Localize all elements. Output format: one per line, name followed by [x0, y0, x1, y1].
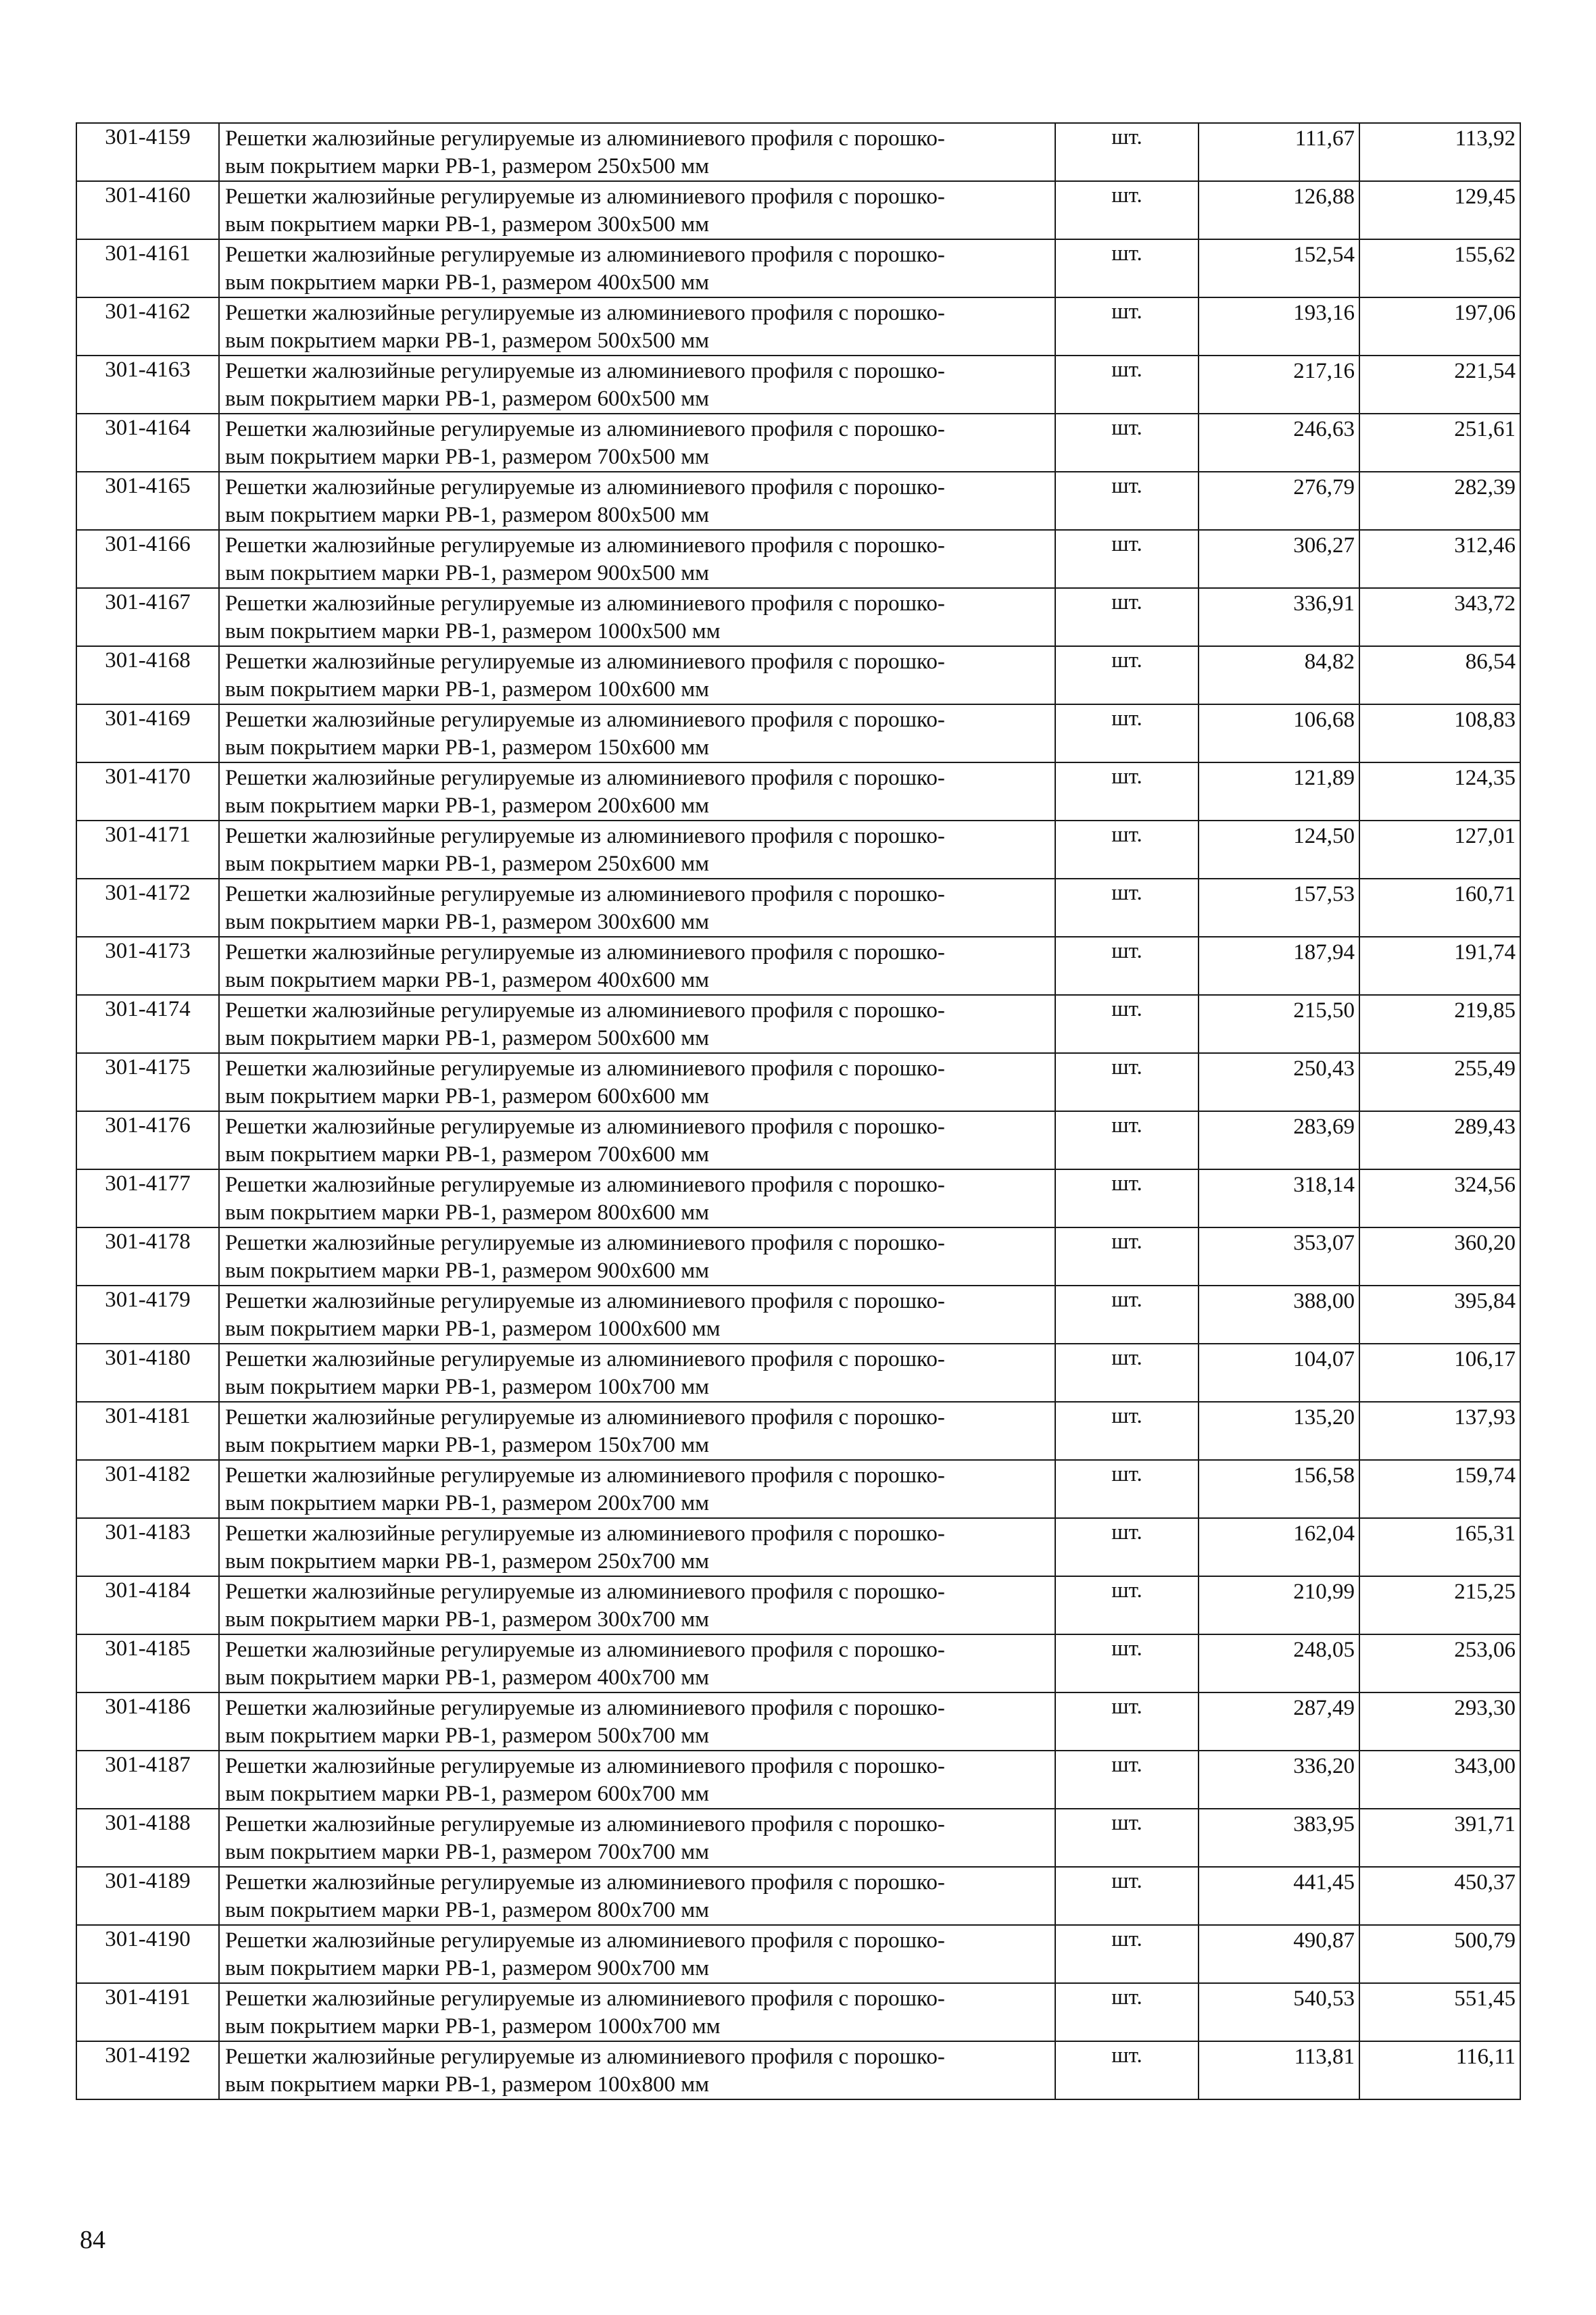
- item-price-1: 318,14: [1199, 1169, 1359, 1227]
- item-price-2: 155,62: [1359, 239, 1520, 297]
- description-line-2: вым покрытием марки РВ-1, размером 250x600 мм: [225, 852, 709, 876]
- table-row: [76, 1111, 1520, 1169]
- item-description: [219, 2041, 1055, 2099]
- item-unit: шт.: [1055, 1111, 1199, 1169]
- item-code: 301-4188: [76, 1809, 219, 1867]
- description-line-1: Решетки жалюзийные регулируемые из алюминиевого профиля с порошко-: [225, 1405, 945, 1430]
- item-price-1: 135,20: [1199, 1402, 1359, 1460]
- item-code: 301-4159: [76, 123, 219, 181]
- item-code: 301-4190: [76, 1925, 219, 1983]
- item-unit: шт.: [1055, 1925, 1199, 1983]
- description-line-1: Решетки жалюзийные регулируемые из алюминиевого профиля с порошко-: [225, 940, 945, 965]
- item-code: 301-4164: [76, 414, 219, 472]
- description-line-2: вым покрытием марки РВ-1, размером 900x500 мм: [225, 561, 709, 585]
- item-price-2: 106,17: [1359, 1344, 1520, 1402]
- item-description: [219, 1518, 1055, 1576]
- item-description: [219, 1053, 1055, 1111]
- item-price-2: 253,06: [1359, 1634, 1520, 1692]
- item-price-1: 215,50: [1199, 995, 1359, 1053]
- description-line-2: вым покрытием марки РВ-1, размером 600x500 мм: [225, 387, 709, 411]
- description-line-1: Решетки жалюзийные регулируемые из алюминиевого профиля с порошко-: [225, 1812, 945, 1836]
- item-price-2: 289,43: [1359, 1111, 1520, 1169]
- table-row: [76, 588, 1520, 646]
- item-unit: шт.: [1055, 297, 1199, 356]
- item-price-2: 116,11: [1359, 2041, 1520, 2099]
- item-price-2: 191,74: [1359, 937, 1520, 995]
- item-price-2: 197,06: [1359, 297, 1520, 356]
- table-row: [76, 1402, 1520, 1460]
- item-unit: шт.: [1055, 1344, 1199, 1402]
- item-unit: шт.: [1055, 1692, 1199, 1751]
- item-price-2: 360,20: [1359, 1227, 1520, 1286]
- table-row: [76, 1751, 1520, 1809]
- item-price-2: 160,71: [1359, 879, 1520, 937]
- item-description: [219, 356, 1055, 414]
- item-price-1: 156,58: [1199, 1460, 1359, 1518]
- item-code: 301-4165: [76, 472, 219, 530]
- description-line-1: Решетки жалюзийные регулируемые из алюминиевого профиля с порошко-: [225, 650, 945, 674]
- item-price-1: 104,07: [1199, 1344, 1359, 1402]
- item-price-2: 215,25: [1359, 1576, 1520, 1634]
- table-row: [76, 1576, 1520, 1634]
- item-description: [219, 1576, 1055, 1634]
- description-line-2: вым покрытием марки РВ-1, размером 100x600 мм: [225, 677, 709, 702]
- item-price-2: 343,00: [1359, 1751, 1520, 1809]
- item-price-1: 124,50: [1199, 821, 1359, 879]
- description-line-1: Решетки жалюзийные регулируемые из алюминиевого профиля с порошко-: [225, 359, 945, 383]
- description-line-2: вым покрытием марки РВ-1, размером 800x700 мм: [225, 1898, 709, 1922]
- item-description: [219, 1925, 1055, 1983]
- item-code: 301-4177: [76, 1169, 219, 1227]
- description-line-1: Решетки жалюзийные регулируемые из алюминиевого профиля с порошко-: [225, 1173, 945, 1197]
- item-description: [219, 1460, 1055, 1518]
- item-price-2: 293,30: [1359, 1692, 1520, 1751]
- item-unit: шт.: [1055, 762, 1199, 821]
- description-line-2: вым покрытием марки РВ-1, размером 250x700 мм: [225, 1549, 709, 1574]
- item-unit: шт.: [1055, 821, 1199, 879]
- item-price-1: 106,68: [1199, 704, 1359, 762]
- item-code: 301-4187: [76, 1751, 219, 1809]
- item-price-1: 210,99: [1199, 1576, 1359, 1634]
- item-code: 301-4168: [76, 646, 219, 704]
- description-line-2: вым покрытием марки РВ-1, размером 900x700 мм: [225, 1956, 709, 1980]
- item-unit: шт.: [1055, 1053, 1199, 1111]
- item-code: 301-4163: [76, 356, 219, 414]
- item-code: 301-4179: [76, 1286, 219, 1344]
- table-body: [76, 123, 1520, 2099]
- item-price-1: 126,88: [1199, 181, 1359, 239]
- item-code: 301-4181: [76, 1402, 219, 1460]
- item-description: [219, 530, 1055, 588]
- description-line-2: вым покрытием марки РВ-1, размером 150x700 мм: [225, 1433, 709, 1457]
- description-line-1: Решетки жалюзийные регулируемые из алюминиевого профиля с порошко-: [225, 1521, 945, 1546]
- item-description: [219, 995, 1055, 1053]
- item-code: 301-4178: [76, 1227, 219, 1286]
- item-code: 301-4162: [76, 297, 219, 356]
- item-description: [219, 239, 1055, 297]
- item-unit: шт.: [1055, 1169, 1199, 1227]
- item-unit: шт.: [1055, 1402, 1199, 1460]
- table-row: [76, 704, 1520, 762]
- table-row: [76, 995, 1520, 1053]
- item-unit: шт.: [1055, 472, 1199, 530]
- table-row: [76, 2041, 1520, 2099]
- description-line-1: Решетки жалюзийные регулируемые из алюминиевого профиля с порошко-: [225, 1463, 945, 1488]
- description-line-1: Решетки жалюзийные регулируемые из алюминиевого профиля с порошко-: [225, 591, 945, 616]
- item-code: 301-4184: [76, 1576, 219, 1634]
- item-description: [219, 1402, 1055, 1460]
- item-description: [219, 879, 1055, 937]
- item-code: 301-4160: [76, 181, 219, 239]
- item-description: [219, 1692, 1055, 1751]
- description-line-1: Решетки жалюзийные регулируемые из алюминиевого профиля с порошко-: [225, 1115, 945, 1139]
- item-description: [219, 123, 1055, 181]
- item-code: 301-4189: [76, 1867, 219, 1925]
- item-price-2: 395,84: [1359, 1286, 1520, 1344]
- description-line-1: Решетки жалюзийные регулируемые из алюминиевого профиля с порошко-: [225, 243, 945, 267]
- table-row: [76, 414, 1520, 472]
- description-line-1: Решетки жалюзийные регулируемые из алюминиевого профиля с порошко-: [225, 1347, 945, 1371]
- item-code: 301-4174: [76, 995, 219, 1053]
- table-row: [76, 1227, 1520, 1286]
- item-price-1: 540,53: [1199, 1983, 1359, 2041]
- description-line-2: вым покрытием марки РВ-1, размером 1000x500 мм: [225, 619, 721, 643]
- item-code: 301-4180: [76, 1344, 219, 1402]
- description-line-2: вым покрытием марки РВ-1, размером 800x600 мм: [225, 1200, 709, 1225]
- item-description: [219, 1751, 1055, 1809]
- item-unit: шт.: [1055, 1576, 1199, 1634]
- description-line-2: вым покрытием марки РВ-1, размером 700x500 мм: [225, 445, 709, 469]
- description-line-1: Решетки жалюзийные регулируемые из алюминиевого профиля с порошко-: [225, 1987, 945, 2011]
- description-line-1: Решетки жалюзийные регулируемые из алюминиевого профиля с порошко-: [225, 1638, 945, 1662]
- item-unit: шт.: [1055, 1460, 1199, 1518]
- item-description: [219, 1809, 1055, 1867]
- item-description: [219, 821, 1055, 879]
- item-unit: шт.: [1055, 414, 1199, 472]
- description-line-2: вым покрытием марки РВ-1, размером 150x600 мм: [225, 735, 709, 760]
- item-price-2: 137,93: [1359, 1402, 1520, 1460]
- description-line-1: Решетки жалюзийные регулируемые из алюминиевого профиля с порошко-: [225, 475, 945, 499]
- table-row: [76, 1460, 1520, 1518]
- table-row: [76, 1634, 1520, 1692]
- table-row: [76, 1169, 1520, 1227]
- item-code: 301-4192: [76, 2041, 219, 2099]
- table-row: [76, 181, 1520, 239]
- item-price-2: 251,61: [1359, 414, 1520, 472]
- item-price-2: 391,71: [1359, 1809, 1520, 1867]
- item-unit: шт.: [1055, 588, 1199, 646]
- item-code: 301-4175: [76, 1053, 219, 1111]
- description-line-2: вым покрытием марки РВ-1, размером 400x500 мм: [225, 270, 709, 295]
- item-price-1: 287,49: [1199, 1692, 1359, 1751]
- item-code: 301-4186: [76, 1692, 219, 1751]
- item-unit: шт.: [1055, 1809, 1199, 1867]
- price-table: [76, 122, 1521, 2100]
- table-row: [76, 1053, 1520, 1111]
- table-row: [76, 1692, 1520, 1751]
- item-price-2: 159,74: [1359, 1460, 1520, 1518]
- item-price-2: 324,56: [1359, 1169, 1520, 1227]
- item-price-1: 306,27: [1199, 530, 1359, 588]
- description-line-2: вым покрытием марки РВ-1, размером 400x700 мм: [225, 1665, 709, 1690]
- table-row: [76, 1809, 1520, 1867]
- item-unit: шт.: [1055, 995, 1199, 1053]
- description-line-1: Решетки жалюзийные регулируемые из алюминиевого профиля с порошко-: [225, 708, 945, 732]
- item-code: 301-4191: [76, 1983, 219, 2041]
- item-description: [219, 1983, 1055, 2041]
- item-code: 301-4172: [76, 879, 219, 937]
- item-price-2: 450,37: [1359, 1867, 1520, 1925]
- item-unit: шт.: [1055, 1518, 1199, 1576]
- item-unit: шт.: [1055, 704, 1199, 762]
- item-description: [219, 1169, 1055, 1227]
- table-row: [76, 646, 1520, 704]
- table-row: [76, 1925, 1520, 1983]
- item-unit: шт.: [1055, 2041, 1199, 2099]
- item-price-1: 383,95: [1199, 1809, 1359, 1867]
- item-price-1: 193,16: [1199, 297, 1359, 356]
- item-description: [219, 1286, 1055, 1344]
- item-description: [219, 414, 1055, 472]
- item-unit: шт.: [1055, 1286, 1199, 1344]
- description-line-1: Решетки жалюзийные регулируемые из алюминиевого профиля с порошко-: [225, 1696, 945, 1720]
- table-row: [76, 1286, 1520, 1344]
- description-line-1: Решетки жалюзийные регулируемые из алюминиевого профиля с порошко-: [225, 1754, 945, 1778]
- description-line-2: вым покрытием марки РВ-1, размером 100x700 мм: [225, 1375, 709, 1399]
- item-price-2: 86,54: [1359, 646, 1520, 704]
- item-description: [219, 181, 1055, 239]
- item-price-1: 250,43: [1199, 1053, 1359, 1111]
- item-code: 301-4185: [76, 1634, 219, 1692]
- table-row: [76, 1867, 1520, 1925]
- description-line-2: вым покрытием марки РВ-1, размером 700x700 мм: [225, 1840, 709, 1864]
- description-line-2: вым покрытием марки РВ-1, размером 300x600 мм: [225, 910, 709, 934]
- item-description: [219, 472, 1055, 530]
- description-line-2: вым покрытием марки РВ-1, размером 400x600 мм: [225, 968, 709, 992]
- table-row: [76, 937, 1520, 995]
- item-price-2: 343,72: [1359, 588, 1520, 646]
- item-description: [219, 1111, 1055, 1169]
- item-unit: шт.: [1055, 1634, 1199, 1692]
- item-price-1: 157,53: [1199, 879, 1359, 937]
- item-price-1: 217,16: [1199, 356, 1359, 414]
- item-code: 301-4166: [76, 530, 219, 588]
- item-unit: шт.: [1055, 1227, 1199, 1286]
- description-line-2: вым покрытием марки РВ-1, размером 500x500 мм: [225, 328, 709, 353]
- item-code: 301-4169: [76, 704, 219, 762]
- table-row: [76, 239, 1520, 297]
- description-line-2: вым покрытием марки РВ-1, размером 1000x600 мм: [225, 1317, 721, 1341]
- item-unit: шт.: [1055, 646, 1199, 704]
- item-code: 301-4176: [76, 1111, 219, 1169]
- item-price-1: 276,79: [1199, 472, 1359, 530]
- item-price-1: 152,54: [1199, 239, 1359, 297]
- description-line-2: вым покрытием марки РВ-1, размером 300x700 мм: [225, 1607, 709, 1632]
- item-price-2: 129,45: [1359, 181, 1520, 239]
- description-line-1: Решетки жалюзийные регулируемые из алюминиевого профиля с порошко-: [225, 1580, 945, 1604]
- item-price-1: 441,45: [1199, 1867, 1359, 1925]
- item-price-1: 162,04: [1199, 1518, 1359, 1576]
- item-description: [219, 588, 1055, 646]
- item-unit: шт.: [1055, 181, 1199, 239]
- item-code: 301-4161: [76, 239, 219, 297]
- item-price-2: 282,39: [1359, 472, 1520, 530]
- item-unit: шт.: [1055, 1751, 1199, 1809]
- item-price-2: 108,83: [1359, 704, 1520, 762]
- description-line-2: вым покрытием марки РВ-1, размером 300x500 мм: [225, 212, 709, 237]
- item-price-2: 124,35: [1359, 762, 1520, 821]
- table-row: [76, 1344, 1520, 1402]
- item-price-2: 127,01: [1359, 821, 1520, 879]
- item-unit: шт.: [1055, 1867, 1199, 1925]
- item-unit: шт.: [1055, 937, 1199, 995]
- item-code: 301-4182: [76, 1460, 219, 1518]
- item-description: [219, 1634, 1055, 1692]
- description-line-2: вым покрытием марки РВ-1, размером 500x600 мм: [225, 1026, 709, 1050]
- item-unit: шт.: [1055, 356, 1199, 414]
- description-line-1: Решетки жалюзийные регулируемые из алюминиевого профиля с порошко-: [225, 1870, 945, 1895]
- item-unit: шт.: [1055, 530, 1199, 588]
- table-row: [76, 297, 1520, 356]
- item-price-2: 312,46: [1359, 530, 1520, 588]
- item-price-2: 500,79: [1359, 1925, 1520, 1983]
- item-code: 301-4183: [76, 1518, 219, 1576]
- description-line-2: вым покрытием марки РВ-1, размером 200x700 мм: [225, 1491, 709, 1515]
- item-price-1: 283,69: [1199, 1111, 1359, 1169]
- item-price-1: 113,81: [1199, 2041, 1359, 2099]
- description-line-2: вым покрытием марки РВ-1, размером 500x700 мм: [225, 1724, 709, 1748]
- description-line-2: вым покрытием марки РВ-1, размером 100x800 мм: [225, 2072, 709, 2097]
- item-description: [219, 1227, 1055, 1286]
- description-line-2: вым покрытием марки РВ-1, размером 1000x700 мм: [225, 2014, 721, 2039]
- item-price-1: 187,94: [1199, 937, 1359, 995]
- item-code: 301-4171: [76, 821, 219, 879]
- item-code: 301-4170: [76, 762, 219, 821]
- item-price-2: 255,49: [1359, 1053, 1520, 1111]
- table-row: [76, 472, 1520, 530]
- table-row: [76, 821, 1520, 879]
- item-description: [219, 762, 1055, 821]
- description-line-1: Решетки жалюзийные регулируемые из алюминиевого профиля с порошко-: [225, 1928, 945, 1953]
- item-price-1: 353,07: [1199, 1227, 1359, 1286]
- item-description: [219, 1344, 1055, 1402]
- description-line-2: вым покрытием марки РВ-1, размером 200x600 мм: [225, 794, 709, 818]
- item-description: [219, 937, 1055, 995]
- description-line-1: Решетки жалюзийные регулируемые из алюминиевого профиля с порошко-: [225, 1231, 945, 1255]
- item-unit: шт.: [1055, 879, 1199, 937]
- item-description: [219, 297, 1055, 356]
- item-price-1: 336,20: [1199, 1751, 1359, 1809]
- description-line-1: Решетки жалюзийные регулируемые из алюминиевого профиля с порошко-: [225, 533, 945, 558]
- item-price-2: 165,31: [1359, 1518, 1520, 1576]
- item-price-1: 248,05: [1199, 1634, 1359, 1692]
- description-line-2: вым покрытием марки РВ-1, размером 800x500 мм: [225, 503, 709, 527]
- item-price-2: 551,45: [1359, 1983, 1520, 2041]
- description-line-2: вым покрытием марки РВ-1, размером 250x500 мм: [225, 154, 709, 178]
- item-code: 301-4167: [76, 588, 219, 646]
- item-unit: шт.: [1055, 1983, 1199, 2041]
- description-line-1: Решетки жалюзийные регулируемые из алюминиевого профиля с порошко-: [225, 126, 945, 151]
- table-row: [76, 123, 1520, 181]
- description-line-1: Решетки жалюзийные регулируемые из алюминиевого профиля с порошко-: [225, 2045, 945, 2069]
- item-price-2: 113,92: [1359, 123, 1520, 181]
- description-line-2: вым покрытием марки РВ-1, размером 600x600 мм: [225, 1084, 709, 1108]
- item-description: [219, 1867, 1055, 1925]
- table-row: [76, 762, 1520, 821]
- description-line-1: Решетки жалюзийные регулируемые из алюминиевого профиля с порошко-: [225, 824, 945, 848]
- item-price-1: 388,00: [1199, 1286, 1359, 1344]
- item-price-2: 219,85: [1359, 995, 1520, 1053]
- item-unit: шт.: [1055, 123, 1199, 181]
- description-line-1: Решетки жалюзийные регулируемые из алюминиевого профиля с порошко-: [225, 185, 945, 209]
- item-code: 301-4173: [76, 937, 219, 995]
- page-number: 84: [80, 2226, 105, 2254]
- description-line-2: вым покрытием марки РВ-1, размером 900x600 мм: [225, 1259, 709, 1283]
- description-line-1: Решетки жалюзийные регулируемые из алюминиевого профиля с порошко-: [225, 882, 945, 906]
- table-row: [76, 356, 1520, 414]
- table-row: [76, 1518, 1520, 1576]
- item-unit: шт.: [1055, 239, 1199, 297]
- description-line-1: Решетки жалюзийные регулируемые из алюминиевого профиля с порошко-: [225, 1056, 945, 1081]
- table-row: [76, 879, 1520, 937]
- item-price-1: 490,87: [1199, 1925, 1359, 1983]
- item-price-1: 336,91: [1199, 588, 1359, 646]
- item-description: [219, 646, 1055, 704]
- description-line-1: Решетки жалюзийные регулируемые из алюминиевого профиля с порошко-: [225, 417, 945, 441]
- item-price-1: 246,63: [1199, 414, 1359, 472]
- description-line-1: Решетки жалюзийные регулируемые из алюминиевого профиля с порошко-: [225, 766, 945, 790]
- item-price-1: 84,82: [1199, 646, 1359, 704]
- table-row: [76, 530, 1520, 588]
- item-price-1: 121,89: [1199, 762, 1359, 821]
- item-description: [219, 704, 1055, 762]
- description-line-1: Решетки жалюзийные регулируемые из алюминиевого профиля с порошко-: [225, 1289, 945, 1313]
- item-price-2: 221,54: [1359, 356, 1520, 414]
- item-price-1: 111,67: [1199, 123, 1359, 181]
- table-row: [76, 1983, 1520, 2041]
- description-line-1: Решетки жалюзийные регулируемые из алюминиевого профиля с порошко-: [225, 998, 945, 1023]
- description-line-2: вым покрытием марки РВ-1, размером 600x700 мм: [225, 1782, 709, 1806]
- description-line-1: Решетки жалюзийные регулируемые из алюминиевого профиля с порошко-: [225, 301, 945, 325]
- description-line-2: вым покрытием марки РВ-1, размером 700x600 мм: [225, 1142, 709, 1167]
